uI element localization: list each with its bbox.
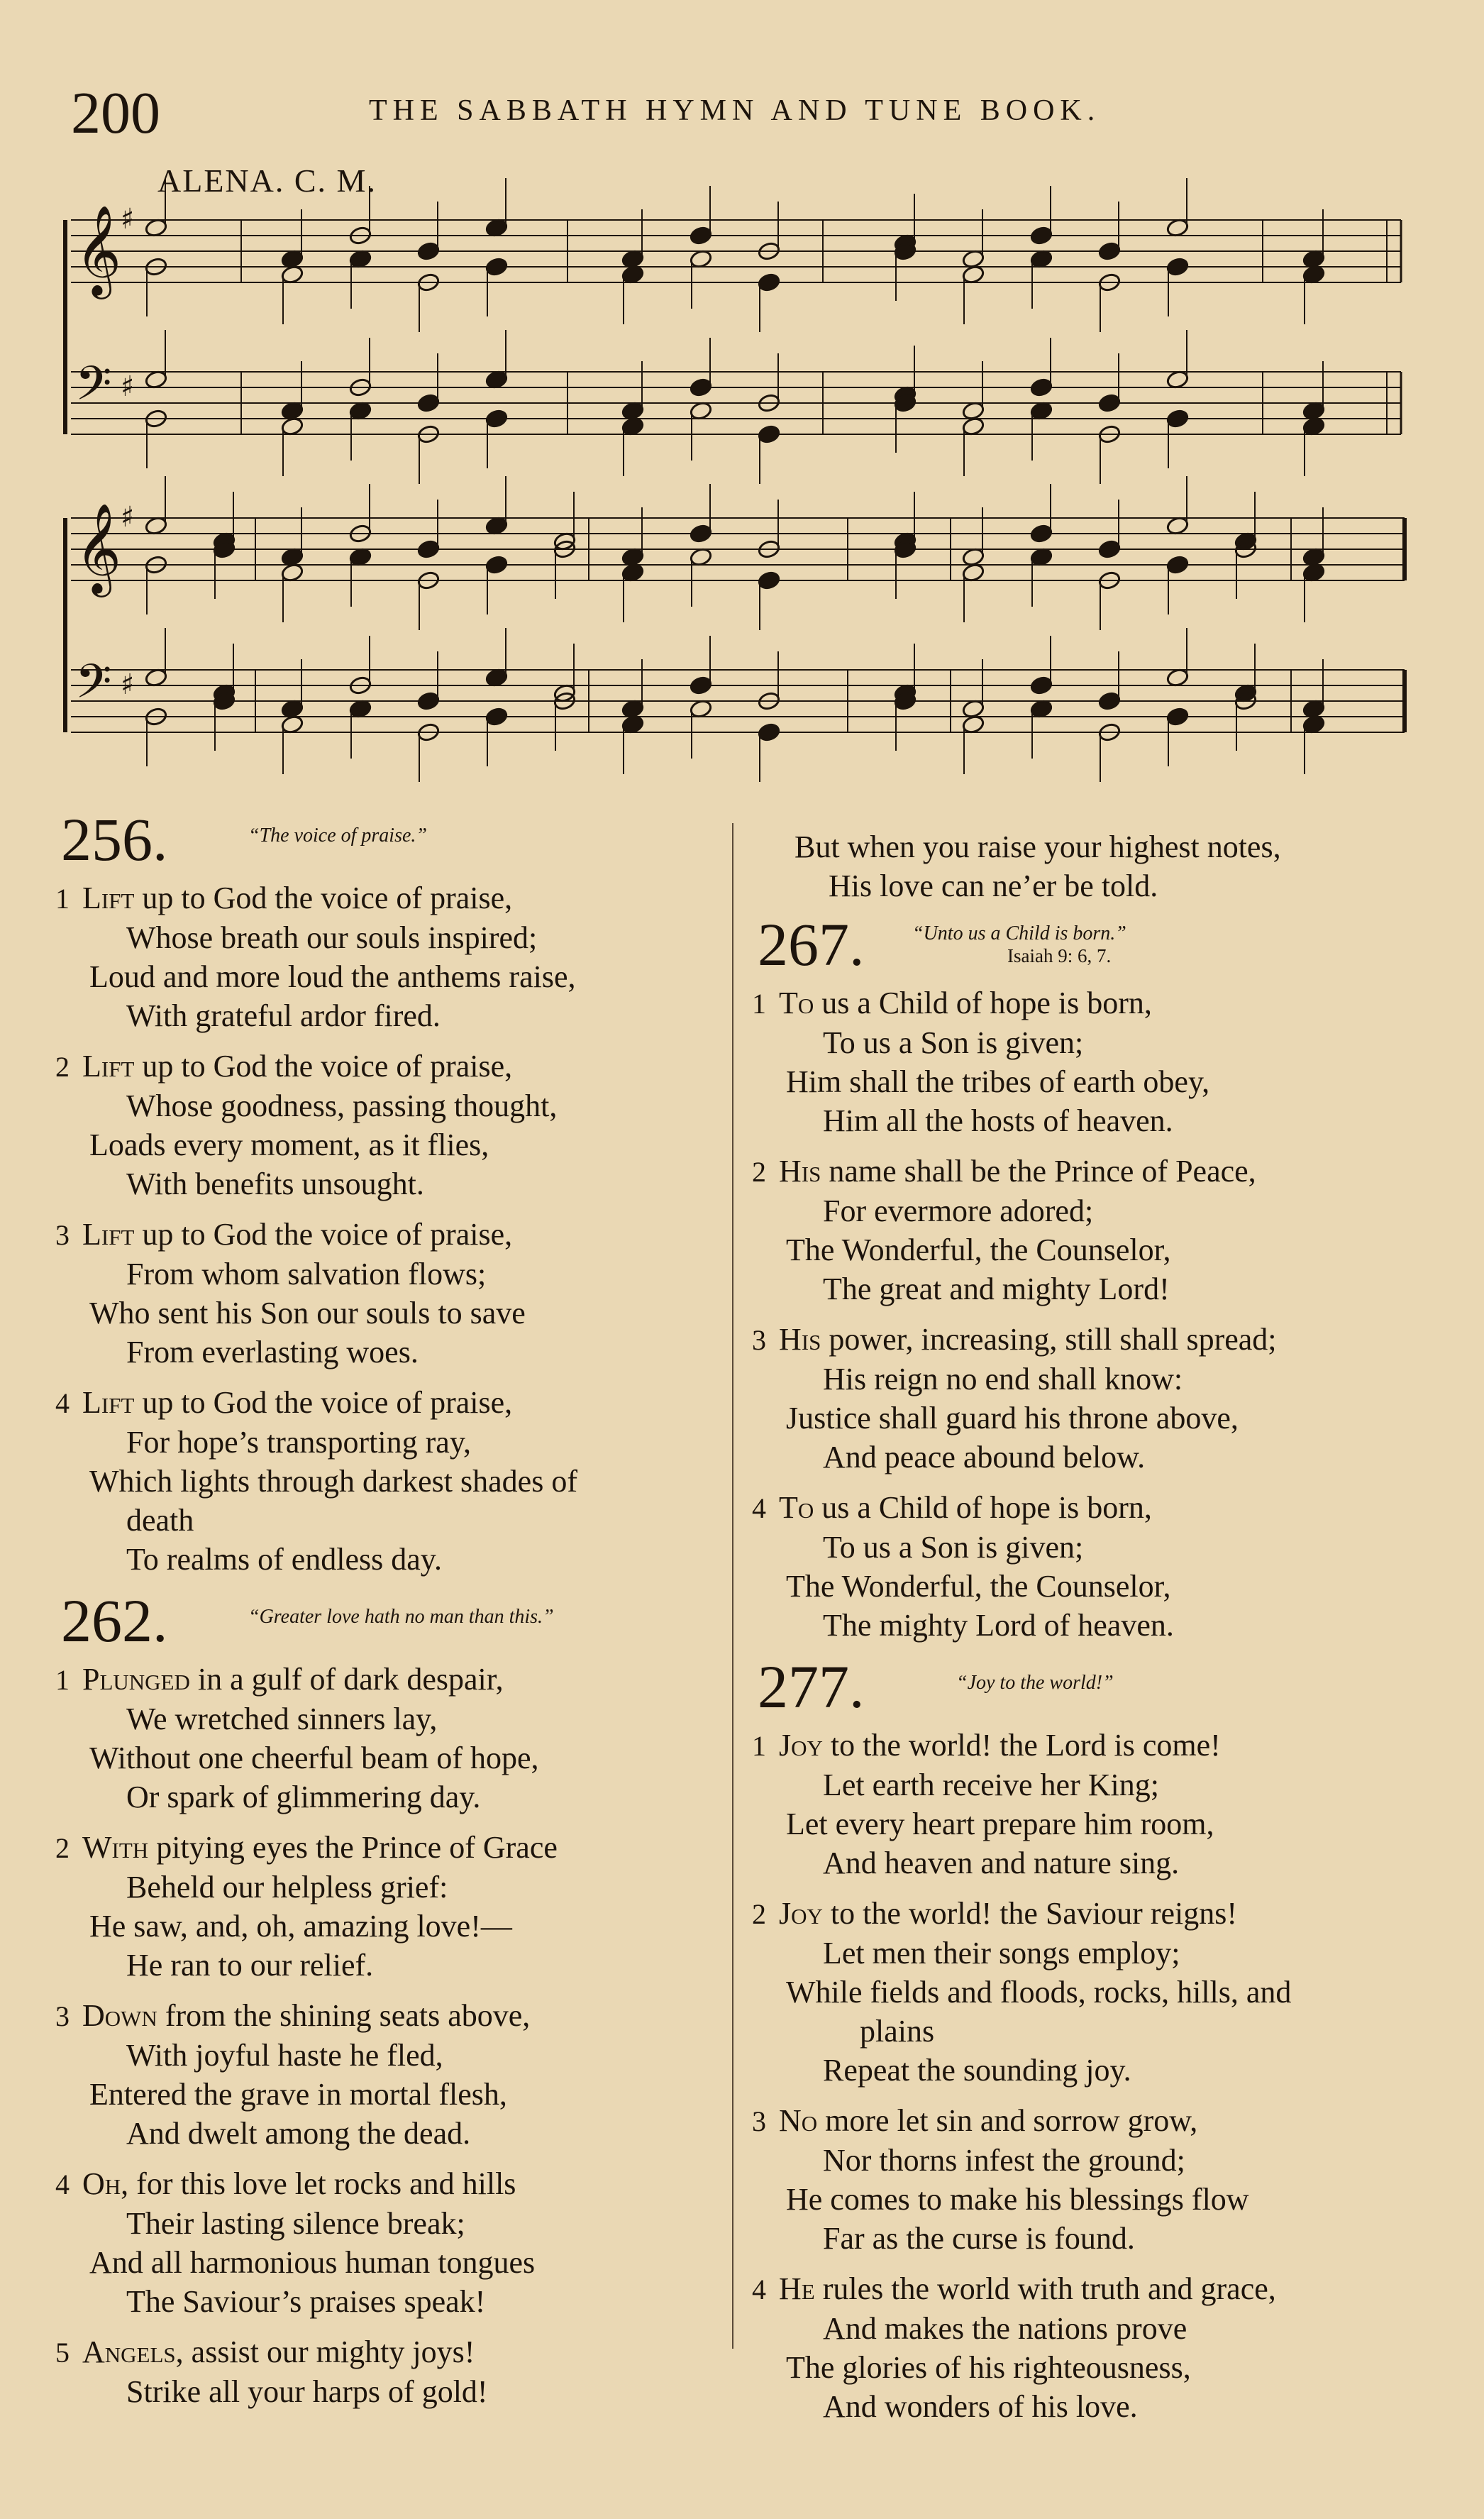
- verse-line: Down from the shining seats above,: [82, 1998, 531, 2033]
- treble-clef-icon: 𝄞: [75, 502, 122, 593]
- hymn-caption: “Greater love hath no man than this.”: [248, 1606, 554, 1628]
- verse-line: While fields and floods, rocks, hills, and: [786, 1975, 1292, 2010]
- note-head: [416, 241, 440, 261]
- verse-line: And dwelt among the dead.: [126, 2116, 471, 2151]
- note-head: [961, 249, 985, 269]
- verse-line: His reign no end shall know:: [823, 1362, 1183, 1396]
- verse-line: Which lights through darkest shades of: [89, 1464, 577, 1499]
- verse-line: Or spark of glimmering day.: [126, 1780, 481, 1814]
- stanza-continued: [752, 827, 1433, 905]
- note-head: [348, 249, 372, 269]
- stanza: [752, 1320, 1433, 1477]
- note-head: [348, 547, 372, 567]
- note-head: [1302, 401, 1325, 421]
- note-head: [1302, 249, 1325, 269]
- verse-line: His name shall be the Prince of Peace,: [779, 1154, 1256, 1189]
- note-head: [621, 699, 644, 719]
- note-head: [1165, 370, 1189, 390]
- note-head: [416, 393, 440, 413]
- note-head: [961, 715, 985, 734]
- note-head: [1165, 707, 1189, 727]
- verse-line: He comes to make his blessings flow: [786, 2182, 1249, 2217]
- note-head: [144, 218, 167, 238]
- hymn-reference: Isaiah 9: 6, 7.: [1007, 945, 1112, 966]
- note-head: [689, 524, 712, 544]
- note-head: [1029, 401, 1053, 421]
- note-head: [757, 424, 780, 444]
- verse-line: From whom salvation flows;: [126, 1257, 487, 1291]
- hymn-header: [55, 805, 729, 878]
- verse-line: Who sent his Son our souls to save: [89, 1296, 526, 1330]
- note-head: [484, 668, 508, 688]
- note-head: [1302, 699, 1325, 719]
- hymn-caption: “Joy to the world!”: [956, 1672, 1114, 1694]
- key-signature-sharp-icon: ♯: [121, 668, 135, 701]
- note-head: [1097, 241, 1121, 261]
- note-head: [1029, 377, 1053, 397]
- note-head: [689, 401, 712, 421]
- verse-line: And heaven and nature sing.: [823, 1846, 1180, 1880]
- note-head: [280, 265, 304, 285]
- verse-line: To realms of endless day.: [126, 1542, 442, 1577]
- verse-line: Him all the hosts of heaven.: [823, 1103, 1173, 1138]
- verse-line: To us a Child of hope is born,: [779, 1490, 1152, 1525]
- verse-line: Strike all your harps of gold!: [126, 2374, 488, 2409]
- note-head: [1302, 547, 1325, 567]
- stanza-number: 2: [752, 1898, 766, 1930]
- verse-line: He rules the world with truth and grace,: [779, 2271, 1276, 2306]
- note-head: [1302, 265, 1325, 285]
- note-head: [961, 401, 985, 421]
- hymn-267: [752, 910, 1433, 1645]
- note-head: [484, 516, 508, 536]
- verse-line: With grateful ardor fired.: [126, 998, 441, 1033]
- note-head: [280, 699, 304, 719]
- verse-line: The mighty Lord of heaven.: [823, 1608, 1174, 1643]
- left-column: [55, 805, 729, 2422]
- note-head: [621, 563, 644, 583]
- note-head: [689, 226, 712, 246]
- note-head: [1165, 555, 1189, 575]
- stanza-number: 5: [55, 2337, 70, 2369]
- stanza: [752, 1488, 1433, 1645]
- stanza-number: 3: [752, 2105, 766, 2137]
- verse-line: And all harmonious human tongues: [89, 2245, 536, 2280]
- note-head: [484, 555, 508, 575]
- hymn-caption: “The voice of praise.”: [248, 825, 427, 847]
- stanza-number: 3: [752, 1324, 766, 1356]
- note-head: [348, 699, 372, 719]
- note-head: [280, 401, 304, 421]
- note-head: [621, 265, 644, 285]
- verse-line: The great and mighty Lord!: [823, 1272, 1170, 1306]
- key-signature-sharp-icon: ♯: [121, 203, 135, 236]
- verse-line: The Wonderful, the Counselor,: [786, 1569, 1171, 1604]
- stanza-number: 3: [55, 1219, 70, 1251]
- note-head: [961, 417, 985, 436]
- note-head: [1029, 676, 1053, 695]
- verse-line: With joyful haste he fled,: [126, 2038, 443, 2073]
- note-head: [1029, 699, 1053, 719]
- stanza: [752, 1726, 1433, 1883]
- stanza: [752, 1894, 1433, 2090]
- note-head: [757, 272, 780, 292]
- stanza: [55, 1215, 729, 1372]
- note-head: [280, 249, 304, 269]
- verse-line: death: [126, 1503, 194, 1538]
- stanza: [55, 2332, 729, 2411]
- note-head: [1165, 668, 1189, 688]
- verse-line: Repeat the sounding joy.: [823, 2053, 1131, 2088]
- note-head: [1302, 563, 1325, 583]
- verse-line: The glories of his righteousness,: [786, 2350, 1191, 2385]
- note-head: [689, 676, 712, 695]
- note-head: [280, 563, 304, 583]
- verse-line: No more let sin and sorrow grow,: [779, 2103, 1198, 2138]
- stanza: [55, 1660, 729, 1817]
- verse-line: From everlasting woes.: [126, 1335, 419, 1369]
- right-column: [752, 827, 1433, 2437]
- note-head: [621, 401, 644, 421]
- verse-line: Let every heart prepare him room,: [786, 1807, 1214, 1841]
- verse-line: Joy to the world! the Saviour reigns!: [779, 1896, 1238, 1931]
- stanza-number: 4: [55, 2168, 70, 2200]
- note-head: [961, 265, 985, 285]
- note-head: [689, 249, 712, 269]
- note-head: [144, 516, 167, 536]
- note-head: [1029, 226, 1053, 246]
- note-head: [757, 571, 780, 590]
- verse-line: We wretched sinners lay,: [126, 1702, 438, 1736]
- note-head: [961, 563, 985, 583]
- verse-line: Nor thorns infest the ground;: [823, 2143, 1185, 2178]
- verse-line: To us a Son is given;: [823, 1025, 1084, 1060]
- music-score: [0, 0, 1484, 795]
- stanza-number: 4: [55, 1387, 70, 1419]
- stanza: [55, 878, 729, 1035]
- stanza-number: 2: [55, 1051, 70, 1083]
- verse-line: Oh, for this love let rocks and hills: [82, 2166, 516, 2201]
- verse-line: The Saviour’s praises speak!: [126, 2284, 486, 2319]
- hymn-header: [752, 910, 1433, 983]
- stanza: [55, 1047, 729, 1203]
- hymn-header: [55, 1587, 729, 1660]
- stanza: [55, 1828, 729, 1985]
- hymn-number: 267.: [758, 910, 865, 979]
- verse-line: And wonders of his love.: [823, 2389, 1138, 2424]
- note-head: [144, 370, 167, 390]
- bass-clef-icon: 𝄢: [75, 654, 112, 720]
- note-head: [1302, 715, 1325, 734]
- stanza: [55, 1996, 729, 2153]
- stanza: [752, 983, 1433, 1140]
- stanza-number: 1: [752, 1730, 766, 1762]
- stanza-number: 2: [55, 1832, 70, 1864]
- bass-clef-icon: 𝄢: [75, 356, 112, 422]
- verse-line: Lift up to God the voice of praise,: [82, 1217, 513, 1252]
- verse-line: And peace abound below.: [823, 1440, 1146, 1475]
- verse-line: The Wonderful, the Counselor,: [786, 1233, 1171, 1267]
- verse-line: His love can ne’er be told.: [829, 869, 1158, 903]
- note-head: [280, 417, 304, 436]
- hymn-number: 262.: [61, 1587, 168, 1655]
- note-head: [1029, 524, 1053, 544]
- running-title: THE SABBATH HYMN AND TUNE BOOK.: [369, 94, 1101, 127]
- verse-line: Far as the curse is found.: [823, 2221, 1135, 2256]
- note-head: [1097, 691, 1121, 711]
- hymn-caption: “Unto us a Child is born.”: [912, 922, 1126, 944]
- stanza-number: 4: [752, 1492, 766, 1524]
- stanza: [752, 1152, 1433, 1308]
- note-head: [484, 409, 508, 429]
- verse-line: To us a Son is given;: [823, 1530, 1084, 1565]
- verse-line: His power, increasing, still shall spread;: [779, 1322, 1277, 1357]
- note-head: [484, 707, 508, 727]
- verse-line: With pitying eyes the Prince of Grace: [82, 1830, 558, 1865]
- note-head: [621, 547, 644, 567]
- verse-line: But when you raise your highest notes,: [794, 829, 1281, 864]
- note-head: [689, 377, 712, 397]
- verse-line: plains: [860, 2014, 935, 2049]
- stanza: [752, 2101, 1433, 2258]
- note-head: [484, 257, 508, 277]
- verse-line: And makes the nations prove: [823, 2311, 1187, 2346]
- verse-line: Let men their songs employ;: [823, 1936, 1180, 1970]
- note-head: [961, 547, 985, 567]
- hymn-277: [752, 1653, 1433, 2426]
- stanza-number: 1: [752, 988, 766, 1020]
- hymn-number: 256.: [61, 805, 168, 873]
- verse-line: Whose goodness, passing thought,: [126, 1088, 558, 1123]
- verse-line: Loud and more loud the anthems raise,: [89, 959, 576, 994]
- hymn-header: [752, 1653, 1433, 1726]
- note-head: [1302, 417, 1325, 436]
- verse-line: Lift up to God the voice of praise,: [82, 1049, 513, 1084]
- note-head: [1165, 257, 1189, 277]
- verse-line: Loads every moment, as it flies,: [89, 1128, 489, 1162]
- note-head: [621, 249, 644, 269]
- stanza: [752, 2269, 1433, 2426]
- note-head: [1165, 516, 1189, 536]
- verse-line: Beheld our helpless grief:: [126, 1870, 448, 1905]
- note-head: [1097, 539, 1121, 559]
- verse-line: Angels, assist our mighty joys!: [82, 2335, 475, 2369]
- note-head: [484, 370, 508, 390]
- note-head: [1029, 547, 1053, 567]
- stanza-number: 1: [55, 1664, 70, 1696]
- verse-line: Joy to the world! the Lord is come!: [779, 1728, 1221, 1763]
- note-head: [1165, 409, 1189, 429]
- note-head: [280, 715, 304, 734]
- note-head: [348, 401, 372, 421]
- key-signature-sharp-icon: ♯: [121, 501, 135, 534]
- note-head: [621, 417, 644, 436]
- note-head: [280, 547, 304, 567]
- verse-line: Him shall the tribes of earth obey,: [786, 1064, 1210, 1099]
- verse-line: Justice shall guard his throne above,: [786, 1401, 1239, 1435]
- verse-line: Without one cheerful beam of hope,: [89, 1741, 539, 1775]
- verse-line: With benefits unsought.: [126, 1167, 424, 1201]
- note-head: [621, 715, 644, 734]
- stanza-number: 3: [55, 2000, 70, 2032]
- hymn-number: 277.: [758, 1653, 865, 1721]
- note-head: [416, 539, 440, 559]
- note-head: [689, 699, 712, 719]
- note-head: [1097, 393, 1121, 413]
- note-head: [1165, 218, 1189, 238]
- stanza-number: 2: [752, 1156, 766, 1188]
- hymn-256: [55, 805, 729, 1579]
- note-head: [484, 218, 508, 238]
- verse-line: Whose breath our souls inspired;: [126, 920, 538, 955]
- page-number: 200: [71, 80, 160, 146]
- tune-title: ALENA. C. M.: [157, 162, 377, 199]
- key-signature-sharp-icon: ♯: [121, 370, 135, 403]
- column-divider: [732, 823, 733, 2349]
- stanza: [55, 2164, 729, 2321]
- treble-clef-icon: 𝄞: [75, 204, 122, 295]
- note-head: [1029, 249, 1053, 269]
- note-head: [416, 691, 440, 711]
- verse-line: For hope’s transporting ray,: [126, 1425, 471, 1460]
- verse-line: He saw, and, oh, amazing love!—: [89, 1909, 512, 1944]
- verse-line: Lift up to God the voice of praise,: [82, 1385, 513, 1420]
- stanza-number: 4: [752, 2273, 766, 2305]
- hymn-262: [55, 1587, 729, 2411]
- stanza: [55, 1383, 729, 1579]
- verse-line: Let earth receive her King;: [823, 1768, 1159, 1802]
- note-head: [757, 722, 780, 742]
- verse-line: For evermore adored;: [823, 1194, 1094, 1228]
- verse-line: Lift up to God the voice of praise,: [82, 881, 513, 915]
- verse-line: To us a Child of hope is born,: [779, 986, 1152, 1020]
- note-head: [689, 547, 712, 567]
- verse-line: Their lasting silence break;: [126, 2206, 465, 2241]
- note-head: [144, 668, 167, 688]
- verse-line: Plunged in a gulf of dark despair,: [82, 1662, 504, 1697]
- note-head: [961, 699, 985, 719]
- stanza-number: 1: [55, 883, 70, 915]
- verse-line: Entered the grave in mortal flesh,: [89, 2077, 507, 2112]
- verse-line: He ran to our relief.: [126, 1948, 374, 1983]
